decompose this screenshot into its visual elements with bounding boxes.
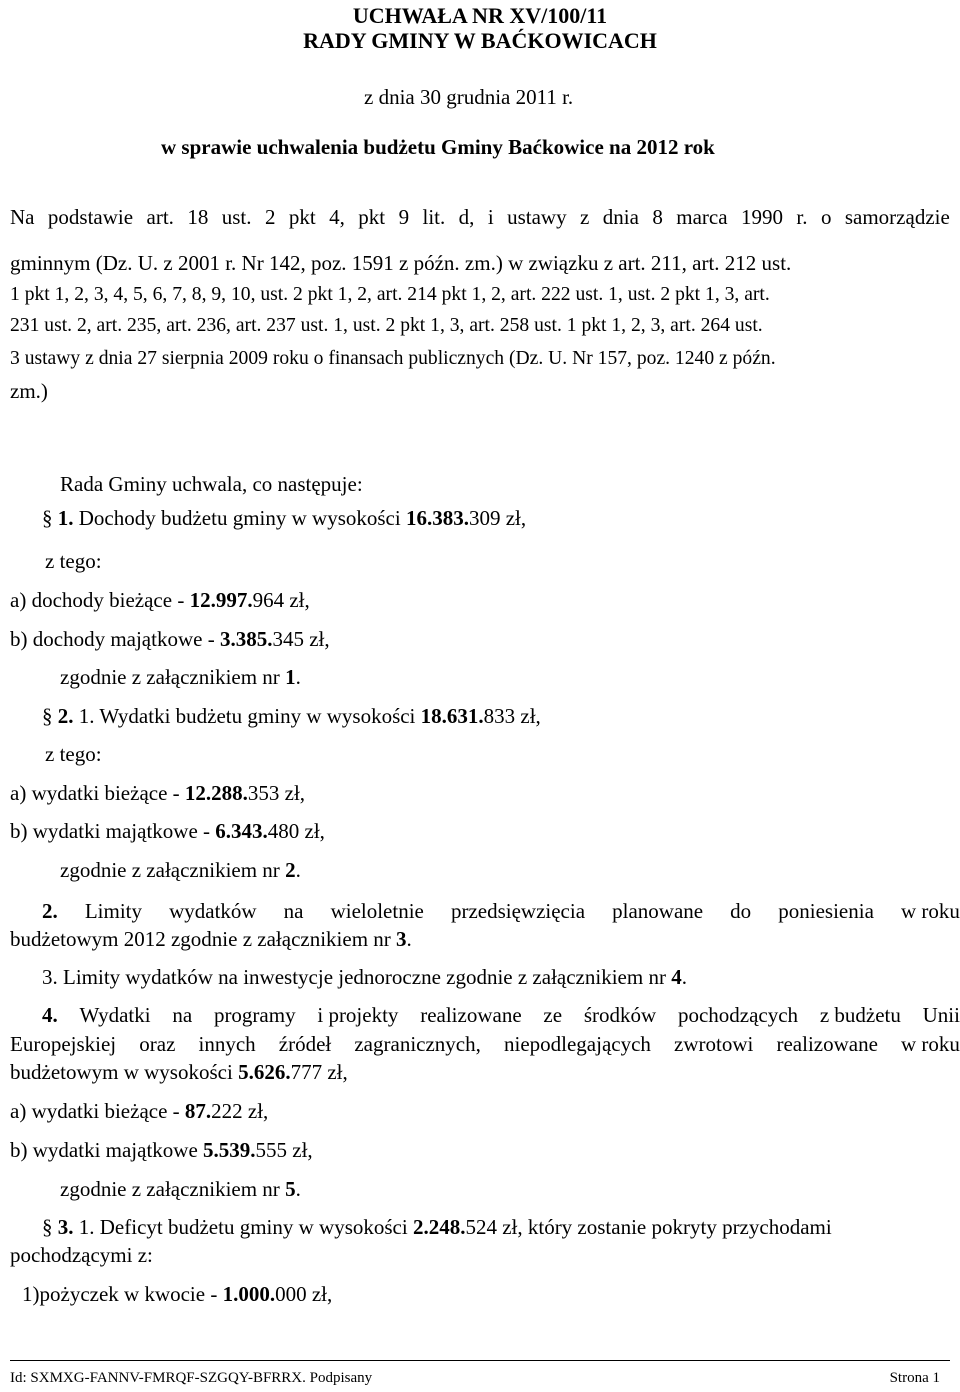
- limits-multi-year-line-1: [42, 898, 960, 924]
- word: pochodzących: [677, 1003, 799, 1027]
- amount-bold: 1.000.: [222, 1282, 276, 1306]
- amount-rest: 833 zł,: [483, 704, 541, 728]
- attachment-label: zgodnie z załącznikiem nr: [60, 1177, 286, 1201]
- eu-funds-line-1: [42, 1002, 960, 1028]
- paragraph-3-line-2: pochodzącymi z:: [10, 1243, 153, 1267]
- word: 4,: [329, 205, 345, 229]
- attachment-label: zgodnie z załącznikiem nr: [60, 665, 286, 689]
- amount-rest: 524 zł, który zostanie pokryty przychodami: [465, 1215, 832, 1239]
- item-label: a) wydatki bieżące -: [10, 781, 185, 805]
- word: na: [283, 899, 304, 923]
- word: zagranicznych,: [354, 1032, 481, 1056]
- amount-rest: 345 zł,: [272, 627, 330, 651]
- word: lit.: [422, 205, 446, 229]
- section-sign: §: [42, 1215, 53, 1239]
- expenditure-property: [10, 818, 325, 844]
- word: w roku: [901, 1032, 960, 1056]
- document-title-line1: UCHWAŁA NR XV/100/11: [352, 3, 608, 28]
- preamble-line-6: zm.): [10, 379, 48, 403]
- word: Na: [10, 205, 35, 229]
- loan-item: [22, 1281, 332, 1307]
- limits-one-year: [42, 964, 687, 990]
- word: 18: [187, 205, 209, 229]
- document-date: z dnia 30 grudnia 2011 r.: [364, 85, 574, 109]
- word: samorządzie: [844, 205, 950, 229]
- document-subject: w sprawie uchwalenia budżetu Gminy Baćkowice na 2012 rok: [161, 135, 715, 159]
- attachment-end: .: [295, 665, 301, 689]
- paragraph-3: [42, 1214, 832, 1240]
- amount-bold: 18.631.: [420, 704, 484, 728]
- word: 4.: [42, 1003, 58, 1027]
- section-sign: §: [42, 506, 53, 530]
- word: zwrotowi: [674, 1032, 754, 1056]
- paragraph-number: 3.: [57, 1215, 74, 1239]
- paragraph-1: [42, 505, 526, 531]
- amount-rest: 222 zł,: [211, 1099, 269, 1123]
- income-current: [10, 587, 310, 613]
- word: d,: [458, 205, 475, 229]
- eu-expenditure-current: [10, 1098, 268, 1124]
- word: z: [580, 205, 590, 229]
- attachment-number: 5: [285, 1177, 296, 1201]
- word: Europejskiej: [10, 1032, 117, 1056]
- word: i projekty: [317, 1003, 399, 1027]
- amount-bold: 3.385.: [219, 627, 273, 651]
- word: i: [487, 205, 494, 229]
- text-end: .: [681, 965, 687, 989]
- attachment-end: .: [295, 858, 301, 882]
- footer-divider: [10, 1360, 950, 1361]
- amount-rest: 777 zł,: [290, 1060, 348, 1084]
- preamble-line-5: 3 ustawy z dnia 27 sierpnia 2009 roku o finansach publicznych (Dz. U. Nr 157, poz. 1240 z późn.: [10, 348, 776, 369]
- word: planowane: [612, 899, 704, 923]
- text: budżetowym w wysokości: [10, 1060, 239, 1084]
- word: Limity: [84, 899, 142, 923]
- amount-bold: 87.: [184, 1099, 212, 1123]
- word: pkt: [288, 205, 316, 229]
- text: budżetowym 2012 zgodnie z załącznikiem nr: [10, 927, 397, 951]
- limits-multi-year-line-2: [10, 926, 412, 952]
- word: pkt: [358, 205, 386, 229]
- resolution-intro: Rada Gminy uchwala, co następuje:: [60, 472, 363, 496]
- word: 2: [264, 205, 276, 229]
- word: oraz: [139, 1032, 176, 1056]
- item-label: a) dochody bieżące -: [10, 588, 190, 612]
- amount-rest: 000 zł,: [275, 1282, 333, 1306]
- word: wydatków: [169, 899, 257, 923]
- amount-rest: 480 zł,: [267, 819, 325, 843]
- amount-bold: 6.343.: [215, 819, 268, 843]
- item-label: b) wydatki majątkowe: [10, 1138, 204, 1162]
- word: 1990: [741, 205, 783, 229]
- word: przedsięwzięcia: [450, 899, 586, 923]
- preamble-line-3: 1 pkt 1, 2, 3, 4, 5, 6, 7, 8, 9, 10, ust. 2 pkt 1, 2, art. 214 pkt 1, 2, art. 222 ust. 1, ust. 2 pkt 1, 3, art.: [10, 284, 770, 305]
- word: 8: [652, 205, 663, 229]
- attachment-number: 4: [671, 965, 682, 989]
- expenditure-current: [10, 780, 305, 806]
- z-tego-label: z tego:: [45, 549, 102, 573]
- amount-rest: 964 zł,: [252, 588, 310, 612]
- page-number: Strona 1: [889, 1370, 940, 1386]
- word: realizowane: [776, 1032, 878, 1056]
- amount-bold: 16.383.: [405, 506, 469, 530]
- z-tego-label: z tego:: [45, 742, 102, 766]
- attachment-number: 3: [396, 927, 407, 951]
- word: na: [172, 1003, 193, 1027]
- word: ust.: [221, 205, 252, 229]
- word: podstawie: [47, 205, 134, 229]
- word: do: [730, 899, 752, 923]
- amount-bold: 2.248.: [412, 1215, 466, 1239]
- word: Unii: [922, 1003, 960, 1027]
- paragraph-number: 2.: [57, 704, 74, 728]
- word: Wydatki: [79, 1003, 151, 1027]
- word: r.: [796, 205, 808, 229]
- item-label: 1)pożyczek w kwocie -: [22, 1282, 223, 1306]
- word: dnia: [602, 205, 639, 229]
- preamble-line-4: 231 ust. 2, art. 235, art. 236, art. 237 ust. 1, ust. 2 pkt 1, 3, art. 258 ust. 1 pkt 1, 2, 3, art. 264 ust.: [10, 315, 763, 336]
- attachment-ref-5: [60, 1176, 301, 1202]
- eu-funds-line-3: [10, 1059, 348, 1085]
- word: źródeł: [278, 1032, 332, 1056]
- text-end: .: [406, 927, 412, 951]
- word: o: [820, 205, 832, 229]
- attachment-label: zgodnie z załącznikiem nr: [60, 858, 286, 882]
- preamble-line-1: [10, 204, 950, 230]
- attachment-ref-1: [60, 664, 301, 690]
- word: innych: [198, 1032, 256, 1056]
- paragraph-2: [42, 703, 541, 729]
- word: marca: [676, 205, 728, 229]
- amount-bold: 5.539.: [203, 1138, 256, 1162]
- amount-bold: 12.997.: [189, 588, 253, 612]
- word: art.: [146, 205, 174, 229]
- document-title-line2: RADY GMINY W BAĆKOWICACH: [303, 28, 657, 53]
- word: 9: [398, 205, 410, 229]
- eu-expenditure-property: [10, 1137, 313, 1163]
- document-id: Id: SXMXG-FANNV-FMRQF-SZGQY-BFRRX. Podpisany: [10, 1370, 373, 1386]
- word: 2.: [42, 899, 58, 923]
- item-label: a) wydatki bieżące -: [10, 1099, 185, 1123]
- paragraph-text: Dochody budżetu gminy w wysokości: [78, 506, 401, 530]
- word: programy: [213, 1003, 296, 1027]
- word: ustawy: [507, 205, 567, 229]
- word: wieloletnie: [330, 899, 424, 923]
- amount-rest: 555 zł,: [255, 1138, 313, 1162]
- word: poniesienia: [778, 899, 874, 923]
- attachment-number: 1: [285, 665, 296, 689]
- attachment-end: .: [295, 1177, 301, 1201]
- word: niepodlegających: [503, 1032, 651, 1056]
- paragraph-text: 1. Wydatki budżetu gminy w wysokości: [73, 704, 421, 728]
- paragraph-number: 1.: [57, 506, 74, 530]
- attachment-number: 2: [285, 858, 296, 882]
- item-label: b) wydatki majątkowe -: [10, 819, 216, 843]
- amount-bold: 12.288.: [184, 781, 248, 805]
- section-sign: §: [42, 704, 53, 728]
- amount-rest: 353 zł,: [247, 781, 306, 805]
- preamble-line-2: gminnym (Dz. U. z 2001 r. Nr 142, poz. 1591 z późn. zm.) w związku z art. 211, art. 212 ust.: [10, 251, 792, 275]
- word: w roku: [900, 899, 960, 923]
- text: 3. Limity wydatków na inwestycje jednoroczne zgodnie z załącznikiem nr: [42, 965, 672, 989]
- attachment-ref-2: [60, 857, 301, 883]
- item-label: b) dochody majątkowe -: [10, 627, 220, 651]
- eu-funds-line-2: [10, 1031, 960, 1057]
- word: z budżetu: [819, 1003, 901, 1027]
- amount-rest: 309 zł,: [468, 506, 527, 530]
- income-property: [10, 626, 330, 652]
- word: środków: [583, 1003, 657, 1027]
- word: ze: [543, 1003, 563, 1027]
- paragraph-text: 1. Deficyt budżetu gminy w wysokości: [73, 1215, 413, 1239]
- amount-bold: 5.626.: [238, 1060, 291, 1084]
- word: realizowane: [420, 1003, 522, 1027]
